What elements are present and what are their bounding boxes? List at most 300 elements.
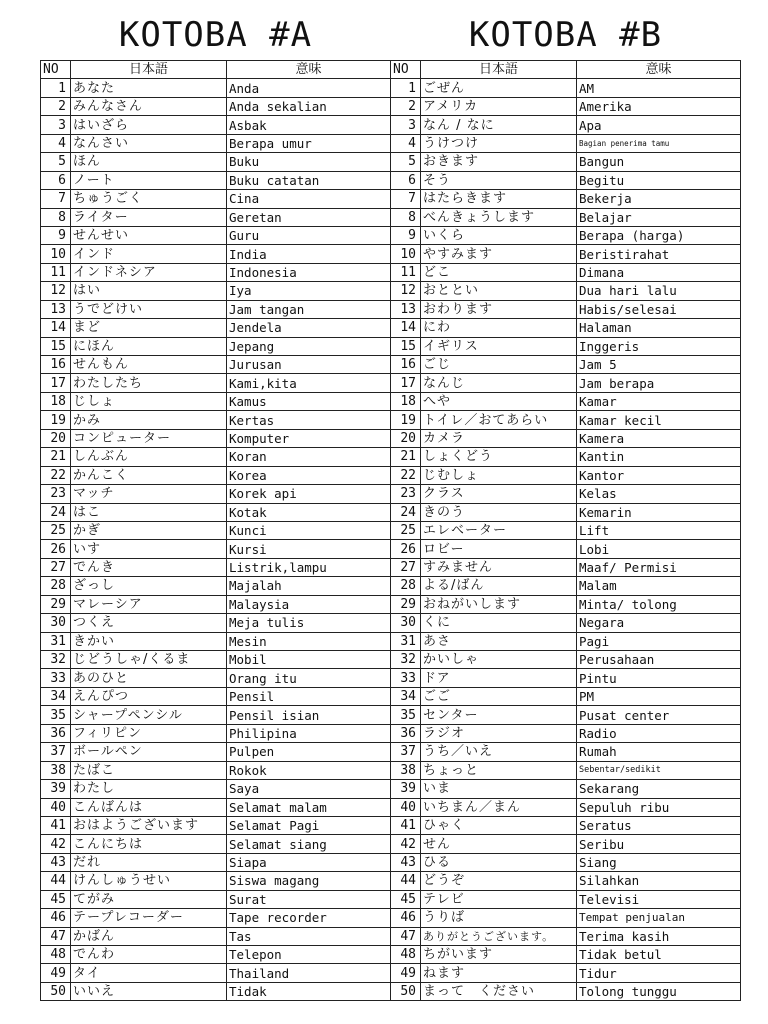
japanese-word: タイ [71,964,227,982]
japanese-word: つくえ [71,614,227,632]
row-number: 34 [41,687,71,705]
table-row [41,79,391,97]
table-row [41,116,391,134]
japanese-word: じどうしゃ/くるま [71,651,227,669]
table-row [391,79,741,97]
table-row [391,356,741,374]
header-row [391,61,741,79]
row-number: 22 [41,466,71,484]
meaning-text: Sebentar/sedikit [577,761,741,779]
meaning-text: Perusahaan [577,651,741,669]
table-row [391,374,741,392]
table-row [391,761,741,779]
header-japanese: 日本語 [71,61,227,79]
japanese-word: なんさい [71,134,227,152]
row-number: 26 [41,540,71,558]
meaning-text: Mesin [227,632,391,650]
row-number: 37 [391,743,421,761]
meaning-text: Jendela [227,319,391,337]
row-number: 40 [391,798,421,816]
table-row [41,190,391,208]
table-row [391,577,741,595]
japanese-word: わたし [71,780,227,798]
meaning-text: Selamat malam [227,798,391,816]
table-row [41,300,391,318]
japanese-word: テープレコーダー [71,909,227,927]
table-row [41,632,391,650]
japanese-word: インド [71,245,227,263]
row-number: 1 [391,79,421,97]
row-number: 29 [391,595,421,613]
japanese-word: おととい [421,282,577,300]
meaning-text: Tolong tunggu [577,982,741,1000]
row-number: 24 [41,503,71,521]
japanese-word: クラス [421,485,577,503]
table-row [391,927,741,945]
row-number: 48 [41,946,71,964]
japanese-word: ドア [421,669,577,687]
japanese-word: ざっし [71,577,227,595]
japanese-word: ライター [71,208,227,226]
row-number: 45 [391,890,421,908]
meaning-text: Malam [577,577,741,595]
table-row [41,356,391,374]
japanese-word: けんしゅうせい [71,872,227,890]
table-row [391,153,741,171]
japanese-word: ちゅうごく [71,190,227,208]
japanese-word: ロビー [421,540,577,558]
meaning-text: Seratus [577,816,741,834]
meaning-text: PM [577,687,741,705]
table-row [391,116,741,134]
japanese-word: たばこ [71,761,227,779]
meaning-text: India [227,245,391,263]
row-number: 33 [391,669,421,687]
table-row [391,448,741,466]
meaning-text: Tidak betul [577,946,741,964]
meaning-text: Bagian penerima tamu [577,134,741,152]
meaning-text: Terima kasih [577,927,741,945]
row-number: 12 [41,282,71,300]
meaning-text: Berapa (harga) [577,226,741,244]
meaning-text: Iya [227,282,391,300]
japanese-word: おはようございます [71,816,227,834]
table-row [391,982,741,1000]
japanese-word: いま [421,780,577,798]
japanese-word: アメリカ [421,97,577,115]
japanese-word: まって ください [421,982,577,1000]
japanese-word: いす [71,540,227,558]
meaning-text: Jam 5 [577,356,741,374]
row-number: 34 [391,687,421,705]
row-number: 43 [391,853,421,871]
meaning-text: Kami,kita [227,374,391,392]
meaning-text: Kantor [577,466,741,484]
row-number: 4 [41,134,71,152]
kotoba-b-table [390,60,741,1001]
meaning-text: Lobi [577,540,741,558]
row-number: 9 [391,226,421,244]
table-row [41,485,391,503]
row-number: 37 [41,743,71,761]
meaning-text: Dimana [577,263,741,281]
row-number: 1 [41,79,71,97]
japanese-word: そう [421,171,577,189]
table-row [41,171,391,189]
meaning-text: Inggeris [577,337,741,355]
japanese-word: トイレ／おてあらい [421,411,577,429]
row-number: 44 [41,872,71,890]
japanese-word: てがみ [71,890,227,908]
meaning-text: Buku [227,153,391,171]
table-row [41,558,391,576]
japanese-word: こんばんは [71,798,227,816]
row-number: 6 [41,171,71,189]
japanese-word: だれ [71,853,227,871]
table-row [41,282,391,300]
meaning-text: Sekarang [577,780,741,798]
row-number: 25 [41,521,71,539]
table-row [391,485,741,503]
row-number: 9 [41,226,71,244]
japanese-word: ボールペン [71,743,227,761]
japanese-word: せんせい [71,226,227,244]
row-number: 30 [391,614,421,632]
japanese-word: コンピューター [71,429,227,447]
meaning-text: Jepang [227,337,391,355]
table-row [41,798,391,816]
meaning-text: Minta/ tolong [577,595,741,613]
meaning-text: Listrik,lampu [227,558,391,576]
japanese-word: でんき [71,558,227,576]
meaning-text: Anda [227,79,391,97]
row-number: 11 [391,263,421,281]
table-row [391,208,741,226]
meaning-text: Kursi [227,540,391,558]
meaning-text: Kotak [227,503,391,521]
japanese-word: ちがいます [421,946,577,964]
table-row [41,743,391,761]
meaning-text: Jam tangan [227,300,391,318]
kotoba-b-panel [390,0,741,1001]
table-row [41,909,391,927]
meaning-text: Apa [577,116,741,134]
meaning-text: Tempat penjualan [577,909,741,927]
row-number: 42 [391,835,421,853]
table-row [391,97,741,115]
table-row [391,816,741,834]
table-row [41,780,391,798]
japanese-word: やすみます [421,245,577,263]
row-number: 28 [391,577,421,595]
table-row [41,687,391,705]
meaning-text: Siang [577,853,741,871]
meaning-text: Asbak [227,116,391,134]
japanese-word: フィリピン [71,724,227,742]
table-row [41,503,391,521]
table-row [391,190,741,208]
meaning-text: Bangun [577,153,741,171]
meaning-text: Televisi [577,890,741,908]
table-row [41,448,391,466]
row-number: 35 [391,706,421,724]
row-number: 28 [41,577,71,595]
meaning-text: Habis/selesai [577,300,741,318]
table-row [41,724,391,742]
row-number: 13 [391,300,421,318]
meaning-text: Tidak [227,982,391,1000]
row-number: 36 [391,724,421,742]
japanese-word: おきます [421,153,577,171]
table-row [41,835,391,853]
header-japanese: 日本語 [421,61,577,79]
row-number: 22 [391,466,421,484]
table-row [41,761,391,779]
table-row [391,964,741,982]
row-number: 19 [41,411,71,429]
row-number: 45 [41,890,71,908]
japanese-word: ラジオ [421,724,577,742]
row-number: 4 [391,134,421,152]
row-number: 11 [41,263,71,281]
japanese-word: すみません [421,558,577,576]
meaning-text: Rokok [227,761,391,779]
meaning-text: Thailand [227,964,391,982]
japanese-word: にほん [71,337,227,355]
table-row [391,780,741,798]
row-number: 50 [41,982,71,1000]
row-number: 46 [41,909,71,927]
meaning-text: Korea [227,466,391,484]
row-number: 49 [391,964,421,982]
table-row [391,595,741,613]
table-row [391,466,741,484]
row-number: 29 [41,595,71,613]
japanese-word: カメラ [421,429,577,447]
meaning-text: Selamat Pagi [227,816,391,834]
meaning-text: Radio [577,724,741,742]
japanese-word: じむしょ [421,466,577,484]
meaning-text: Negara [577,614,741,632]
japanese-word: よる/ばん [421,577,577,595]
row-number: 24 [391,503,421,521]
table-row [391,890,741,908]
row-number: 2 [391,97,421,115]
row-number: 32 [41,651,71,669]
row-number: 40 [41,798,71,816]
row-number: 3 [391,116,421,134]
table-row [391,743,741,761]
japanese-word: エレベーター [421,521,577,539]
table-row [41,577,391,595]
japanese-word: かぎ [71,521,227,539]
row-number: 8 [41,208,71,226]
table-row [41,337,391,355]
table-row [41,411,391,429]
meaning-text: Buku catatan [227,171,391,189]
meaning-text: Siapa [227,853,391,871]
row-number: 48 [391,946,421,964]
table-row [41,927,391,945]
japanese-word: じしょ [71,392,227,410]
table-row [391,540,741,558]
japanese-word: ほん [71,153,227,171]
meaning-text: Amerika [577,97,741,115]
table-row [391,706,741,724]
row-number: 16 [41,356,71,374]
meaning-text: Silahkan [577,872,741,890]
meaning-text: Kertas [227,411,391,429]
japanese-word: あさ [421,632,577,650]
japanese-word: でんわ [71,946,227,964]
japanese-word: インドネシア [71,263,227,281]
japanese-word: ひゃく [421,816,577,834]
japanese-word: せんもん [71,356,227,374]
japanese-word: べんきょうします [421,208,577,226]
meaning-text: Telepon [227,946,391,964]
table-row [391,651,741,669]
table-row [41,816,391,834]
japanese-word: うりば [421,909,577,927]
japanese-word: はたらきます [421,190,577,208]
japanese-word: へや [421,392,577,410]
japanese-word: かいしゃ [421,651,577,669]
row-number: 33 [41,669,71,687]
japanese-word: きのう [421,503,577,521]
japanese-word: はい [71,282,227,300]
meaning-text: Siswa magang [227,872,391,890]
row-number: 47 [391,927,421,945]
meaning-text: Cina [227,190,391,208]
meaning-text: Surat [227,890,391,908]
japanese-word: ひる [421,853,577,871]
table-row [391,669,741,687]
meaning-text: Komputer [227,429,391,447]
row-number: 39 [41,780,71,798]
japanese-word: ごぜん [421,79,577,97]
japanese-word: くに [421,614,577,632]
meaning-text: Malaysia [227,595,391,613]
row-number: 25 [391,521,421,539]
japanese-word: はいざら [71,116,227,134]
meaning-text: Halaman [577,319,741,337]
table-row [41,540,391,558]
table-row [391,909,741,927]
meaning-text: Pagi [577,632,741,650]
row-number: 27 [41,558,71,576]
meaning-text: Anda sekalian [227,97,391,115]
row-number: 38 [391,761,421,779]
japanese-word: しんぶん [71,448,227,466]
meaning-text: Orang itu [227,669,391,687]
row-number: 31 [391,632,421,650]
japanese-word: ノート [71,171,227,189]
row-number: 50 [391,982,421,1000]
meaning-text: Pensil isian [227,706,391,724]
row-number: 46 [391,909,421,927]
meaning-text: Kamar kecil [577,411,741,429]
row-number: 41 [391,816,421,834]
meaning-text: Kemarin [577,503,741,521]
table-row [41,614,391,632]
row-number: 38 [41,761,71,779]
header-row [41,61,391,79]
row-number: 35 [41,706,71,724]
meaning-text: Kamar [577,392,741,410]
table-row [391,319,741,337]
meaning-text: Saya [227,780,391,798]
row-number: 13 [41,300,71,318]
meaning-text: Belajar [577,208,741,226]
japanese-word: うけつけ [421,134,577,152]
row-number: 21 [391,448,421,466]
row-number: 27 [391,558,421,576]
japanese-word: うち／いえ [421,743,577,761]
row-number: 7 [41,190,71,208]
japanese-word: いちまん／まん [421,798,577,816]
table-row [391,429,741,447]
row-number: 6 [391,171,421,189]
row-number: 21 [41,448,71,466]
row-number: 31 [41,632,71,650]
table-row [391,798,741,816]
japanese-word: しょくどう [421,448,577,466]
table-row [41,134,391,152]
table-row [41,466,391,484]
meaning-text: Kunci [227,521,391,539]
meaning-text: Maaf/ Permisi [577,558,741,576]
japanese-word: ありがとうございます。 [421,927,577,945]
table-row [41,595,391,613]
row-number: 23 [391,485,421,503]
japanese-word: シャープペンシル [71,706,227,724]
table-row [391,171,741,189]
table-row [391,411,741,429]
japanese-word: みんなさん [71,97,227,115]
japanese-word: ごご [421,687,577,705]
table-row [391,872,741,890]
table-row [391,503,741,521]
meaning-text: Indonesia [227,263,391,281]
meaning-text: Korek api [227,485,391,503]
table-row [391,521,741,539]
meaning-text: Selamat siang [227,835,391,853]
japanese-word: どこ [421,263,577,281]
meaning-text: Guru [227,226,391,244]
japanese-word: マレーシア [71,595,227,613]
meaning-text: Tape recorder [227,909,391,927]
table-row [391,835,741,853]
row-number: 43 [41,853,71,871]
row-number: 49 [41,964,71,982]
meaning-text: Tidur [577,964,741,982]
japanese-word: いくら [421,226,577,244]
row-number: 39 [391,780,421,798]
meaning-text: Meja tulis [227,614,391,632]
table-row [391,614,741,632]
header-no: NO [41,61,71,79]
table-row [41,890,391,908]
row-number: 20 [41,429,71,447]
table-row [391,632,741,650]
meaning-text: Begitu [577,171,741,189]
meaning-text: Dua hari lalu [577,282,741,300]
row-number: 42 [41,835,71,853]
table-row [391,946,741,964]
table-row [391,245,741,263]
row-number: 10 [41,245,71,263]
meaning-text: Tas [227,927,391,945]
